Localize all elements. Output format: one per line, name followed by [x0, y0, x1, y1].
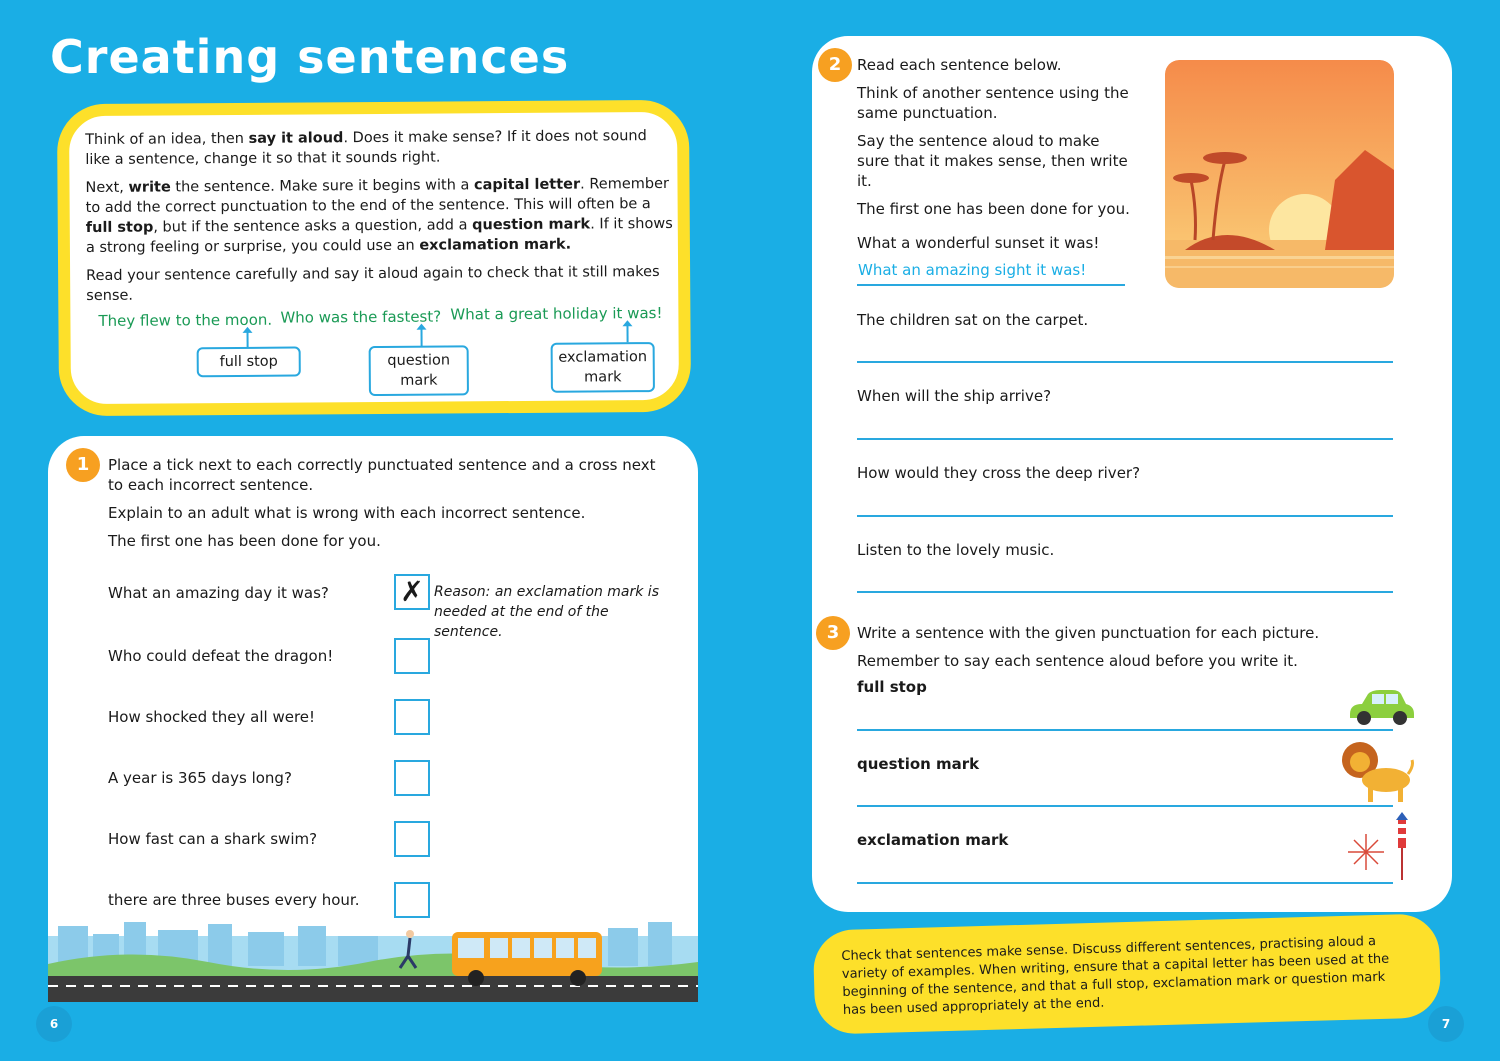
- answer-line[interactable]: [857, 361, 1393, 363]
- answer-line: [857, 284, 1125, 286]
- answer-line[interactable]: [857, 729, 1393, 731]
- adult-note-text: Check that sentences make sense. Discuss different sentences, practising aloud a variety of examples. When writing, ensure that a capital letter has been used at the beginning of the sentence, and that a full stop, exclamation mark or question mark has been used appropriately at the end.: [841, 934, 1390, 1018]
- punctuation-label: full stop: [857, 678, 927, 696]
- sentence-prompt: The children sat on the carpet.: [857, 311, 1089, 329]
- example-question: Who was the fastest?: [280, 307, 442, 327]
- answer-checkbox[interactable]: [394, 699, 430, 735]
- answer-line[interactable]: [857, 882, 1393, 884]
- answer-line[interactable]: [857, 805, 1393, 807]
- reason-text: Reason: an exclamation mark is needed at the end of the sentence.: [434, 584, 659, 640]
- example-answer: What an amazing sight it was!: [858, 261, 1087, 279]
- sentence-prompt: Listen to the lovely music.: [857, 541, 1055, 559]
- tag-exclamation-mark: exclamation mark: [551, 342, 655, 393]
- question-2-3-card: [812, 36, 1452, 912]
- sentence-row: How shocked they all were!: [108, 708, 316, 726]
- sentence-prompt: How would they cross the deep river?: [857, 464, 1141, 482]
- sunset-illustration: [1165, 60, 1394, 288]
- sentence-row: A year is 365 days long?: [108, 769, 292, 787]
- sentence-row: What an amazing day it was?: [108, 584, 329, 602]
- question-number: 1: [66, 448, 100, 482]
- sentence-row: there are three buses every hour.: [108, 891, 360, 909]
- question-2-instructions: Read each sentence below. Think of another sentence using the same punctuation. Say the sentence aloud to make sure that it makes sense, then write it. The first one has been done for you.: [857, 56, 1130, 218]
- arrow-exclamation: [626, 324, 628, 342]
- car-icon: [1344, 688, 1416, 728]
- answer-checkbox[interactable]: ✗: [394, 574, 430, 610]
- info-text: [85, 126, 676, 314]
- punctuation-label: exclamation mark: [857, 831, 1009, 849]
- question-number: 3: [816, 616, 850, 650]
- answer-line[interactable]: [857, 438, 1393, 440]
- lion-icon: [1342, 736, 1414, 806]
- info-paragraph-3: Read your sentence carefully and say it aloud again to check that it still makes sense.: [86, 264, 660, 305]
- answer-checkbox[interactable]: [394, 638, 430, 674]
- sentence-row: How fast can a shark swim?: [108, 830, 318, 848]
- info-paragraph-2: Next, write the sentence. Make sure it begins with a capital letter. Remember to add the correct punctuation to the end of the sentence. This will often be a full stop, but if the sentence asks a question, add a question mark. If it shows a strong feeling or surprise, you could use an exclamation mark.: [85, 175, 673, 257]
- answer-checkbox[interactable]: [394, 760, 430, 796]
- tag-full-stop: full stop: [197, 347, 301, 378]
- page-number-right: 7: [1428, 1006, 1464, 1042]
- question-number: 2: [818, 48, 852, 82]
- question-1-instructions: Place a tick next to each correctly punctuated sentence and a cross next to each incorrect sentence. Explain to an adult what is wrong with each incorrect sentence. The first one has been done for you.: [108, 456, 656, 550]
- adult-note-box: [813, 913, 1442, 1034]
- question-3-instructions: Write a sentence with the given punctuation for each picture. Remember to say each sentence aloud before you write it.: [857, 624, 1320, 670]
- page-title: Creating sentences: [50, 30, 570, 84]
- answer-line[interactable]: [857, 515, 1393, 517]
- answer-checkbox[interactable]: [394, 821, 430, 857]
- example-full-stop: They flew to the moon.: [98, 310, 273, 330]
- question-1-card: [48, 436, 698, 1002]
- firework-icon: [1344, 812, 1416, 882]
- sentence-prompt: When will the ship arrive?: [857, 387, 1052, 405]
- answer-checkbox[interactable]: [394, 882, 430, 918]
- tag-question-mark: question mark: [369, 345, 469, 396]
- bus-scene-illustration: [48, 922, 698, 1002]
- info-paragraph-1: Think of an idea, then say it aloud. Does it make sense? If it does not sound like a sentence, change it so that it sounds right.: [85, 128, 647, 169]
- punctuation-label: question mark: [857, 755, 980, 773]
- answer-line[interactable]: [857, 591, 1393, 593]
- page-number-left: 6: [36, 1006, 72, 1042]
- sentence-row: Who could defeat the dragon!: [108, 647, 334, 665]
- example-exclamation: What a great holiday it was!: [450, 303, 663, 324]
- example-sentence: What a wonderful sunset it was!: [857, 234, 1100, 252]
- info-box: [57, 100, 691, 416]
